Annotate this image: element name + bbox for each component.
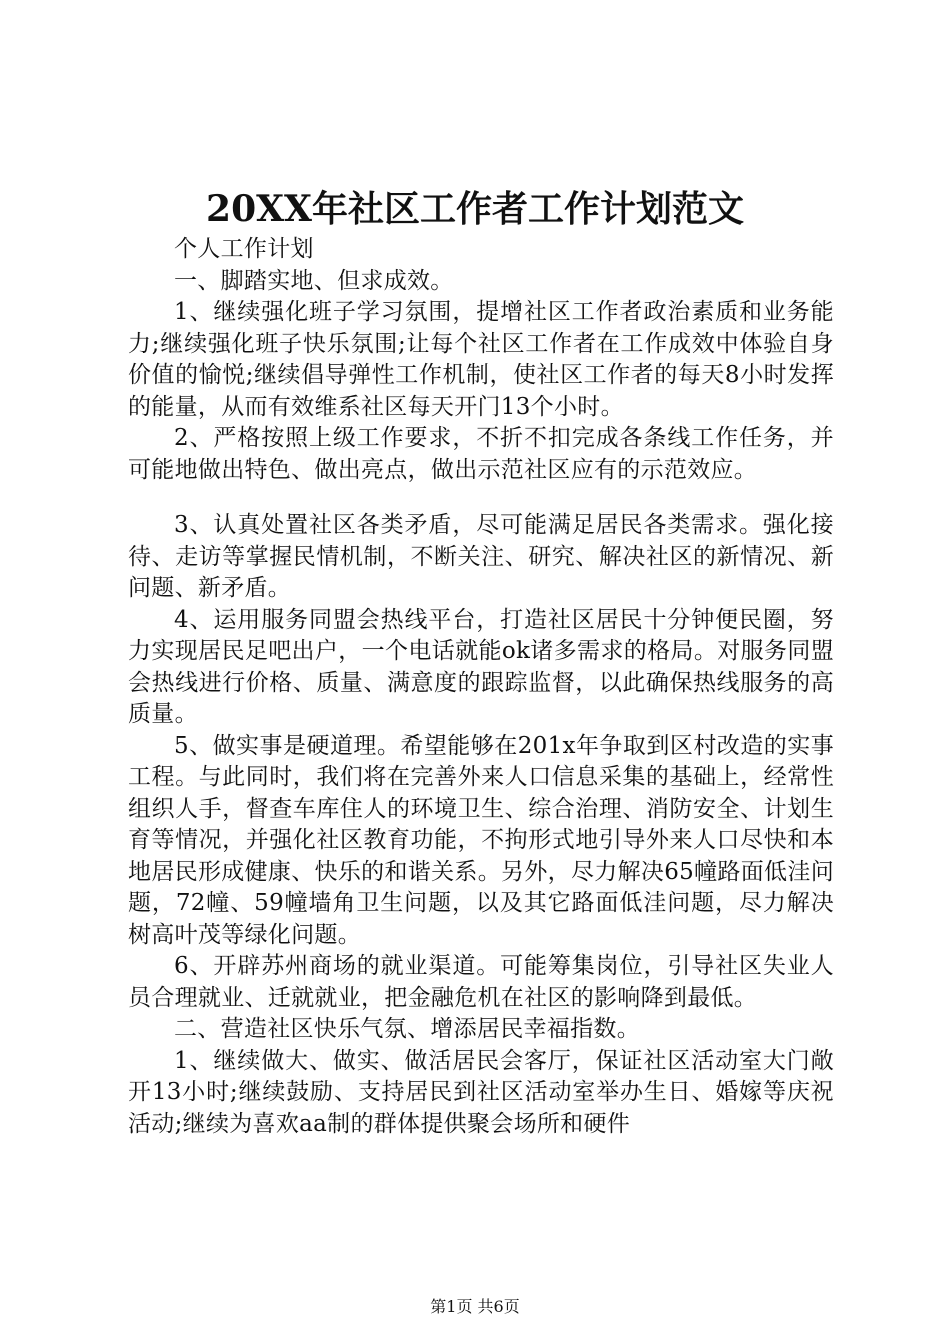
paragraph-section-two-heading: 二、营造社区快乐气氛、增添居民幸福指数。 xyxy=(174,1016,640,1042)
page-footer: 第1页 共6页 xyxy=(430,1297,520,1316)
document-body xyxy=(128,234,834,1140)
paragraph-item-2: 2、严格按照上级工作要求，不折不扣完成各条线工作任务，并可能地做出特色、做出亮点，做出示范社区应有的示范效应。 xyxy=(128,425,834,483)
paragraph-item-4: 4、运用服务同盟会热线平台，打造社区居民十分钟便民圈，努力实现居民足吧出户，一个电话就能ok诸多需求的格局。对服务同盟会热线进行价格、质量、满意度的跟踪监督，以此确保热线服务的高质量。 xyxy=(128,606,834,727)
paragraph-item-1: 1、继续强化班子学习氛围，提增社区工作者政治素质和业务能力;继续强化班子快乐氛围;让每个社区工作者在工作成效中体验自身价值的愉悦;继续倡导弹性工作机制，使社区工作者的每天8小时发挥的能量，从而有效维系社区每天开门13个小时。 xyxy=(128,299,834,420)
document-title: 20XX年社区工作者工作计划范文 xyxy=(206,188,744,230)
paragraph-item-6: 6、开辟苏州商场的就业渠道。可能筹集岗位，引导社区失业人员合理就业、迁就就业，把金融危机在社区的影响降到最低。 xyxy=(128,953,834,1011)
paragraph-section-two-item-1: 1、继续做大、做实、做活居民会客厅，保证社区活动室大门敞开13小时;继续鼓励、支持居民到社区活动室举办生日、婚嫁等庆祝活动;继续为喜欢aa制的群体提供聚会场所和硬件 xyxy=(128,1047,834,1137)
paragraph-heading-personal-plan: 个人工作计划 xyxy=(174,236,314,262)
paragraph-section-one-heading: 一、脚踏实地、但求成效。 xyxy=(174,267,454,294)
paragraph-item-5: 5、做实事是硬道理。希望能够在201x年争取到区村改造的实事工程。与此同时，我们将在完善外来人口信息采集的基础上，经常性组织人手，督查车库住人的环境卫生、综合治理、消防安全、计划生育等情况，并强化社区教育功能，不拘形式地引导外来人口尽快和本地居民形成健康、快乐的和谐关系。另外，尽力解决65幢路面低洼问题，72幢、59幢墙角卫生问题，以及其它路面低洼问题，尽力解决树高叶茂等绿化问题。 xyxy=(128,732,834,948)
paragraph-item-3: 3、认真处置社区各类矛盾，尽可能满足居民各类需求。强化接待、走访等掌握民情机制，不断关注、研究、解决社区的新情况、新问题、新矛盾。 xyxy=(128,512,834,601)
